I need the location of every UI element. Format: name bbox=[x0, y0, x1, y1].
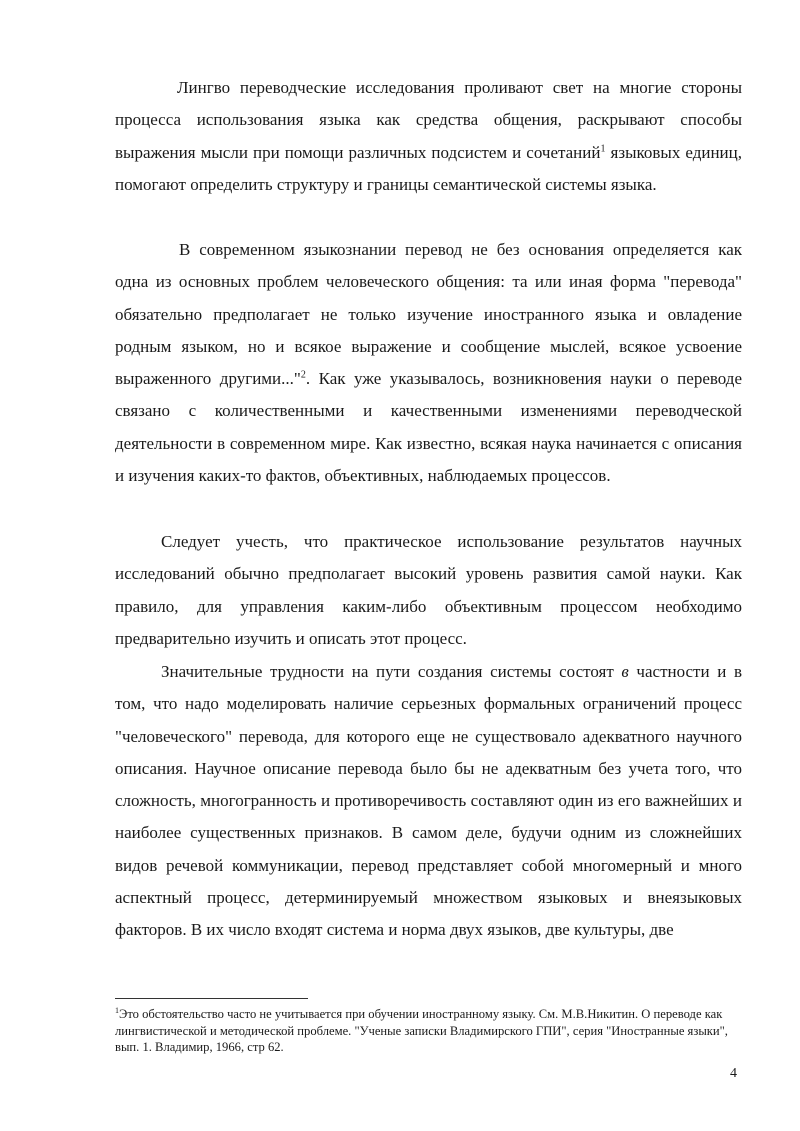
paragraph-1 bbox=[115, 72, 742, 201]
paragraph-text: Значительные трудности на пути создания системы состоят bbox=[161, 662, 622, 681]
paragraph-text-continued: частности и в том, что надо моделировать наличие серьезных формальных ограничений процесс "человеческого" перевода, для которого еще не существовало адекватного научного описания. Научное описание перевода было бы не адекватным без учета того, что сложность, многогранность и противоречивость составляют один из его важнейших и наиболее существенных признаков. В самом деле, будучи одним из сложнейших видов речевой коммуникации, перевод представляет собой многомерный и много аспектный процесс, детерминируемый множеством языковых и внеязыковых факторов. В их число входят система и норма двух языков, две культуры, две bbox=[115, 662, 742, 940]
paragraph-2 bbox=[115, 234, 742, 492]
paragraph-text: Лингво переводческие исследования проливают свет на многие стороны процесса использования языка как средства общения, раскрывают способы выражения мысли при помощи различных подсистем и сочетаний bbox=[115, 78, 742, 162]
paragraph-text-continued: . Как уже указывалось, возникновения науки о переводе связано с количественными и качественными изменениями переводческой деятельности в современном мире. Как известно, всякая наука начинается с описания и изучения каких-то фактов, объективных, наблюдаемых процессов. bbox=[115, 369, 742, 486]
paragraph-text-continued: языковых единиц, помогают определить структуру и границы семантической системы языка. bbox=[115, 142, 742, 194]
paragraph-4 bbox=[115, 656, 742, 947]
paragraph-text: Следует учесть, что практическое использование результатов научных исследований обычно предполагает высокий уровень развития самой науки. Как правило, для управления каким-либо объективным процессом необходимо предварительно изучить и описать этот процесс. bbox=[115, 532, 742, 648]
footnote-mark: 1 bbox=[115, 1005, 119, 1015]
footnote bbox=[115, 1006, 742, 1056]
paragraph-3 bbox=[115, 526, 742, 655]
footnote-reference[interactable]: 1 bbox=[600, 142, 606, 154]
footnote-reference[interactable]: 2 bbox=[300, 369, 306, 381]
footnote-text: Это обстоятельство часто не учитывается при обучении иностранному языку. См. М.В.Никитин. О переводе как лингвистической и методической проблеме. "Ученые записки Владимирского ГПИ", серия "Иностранные языки", вып. 1. Владимир, 1966, стр 62. bbox=[115, 1007, 728, 1054]
footnote-separator bbox=[115, 998, 308, 999]
paragraph-text: В современном языкознании перевод не без основания определяется как одна из основных проблем человеческого общения: та или иная форма "перевода" обязательно предполагает не только изучение иностранного языка и овладение родным языком, но и всякое выражение и сообщение мыслей, всякое усвоение выраженного другими..." bbox=[115, 240, 742, 389]
italic-word: в bbox=[621, 662, 629, 681]
page-number: 4 bbox=[730, 1066, 737, 1081]
